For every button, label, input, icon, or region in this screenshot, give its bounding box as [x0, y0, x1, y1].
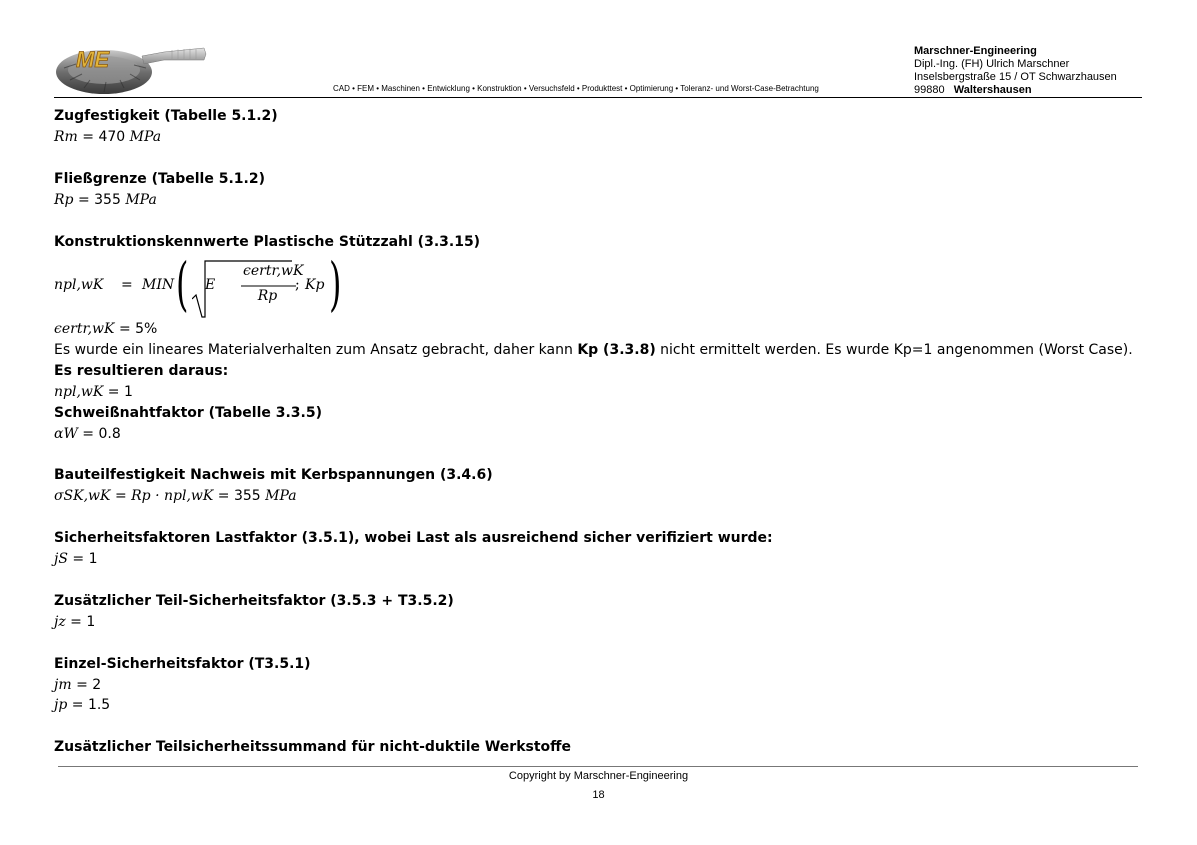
sk-line — [54, 488, 297, 504]
formula-min: MIN — [142, 277, 175, 293]
footer-copyright: Copyright by Marschner-Engineering — [508, 770, 689, 782]
js-value: = 1 — [67, 551, 98, 567]
material-note — [54, 342, 1133, 358]
formula-denominator: Rp — [257, 288, 278, 304]
rm-unit: MPa — [129, 129, 162, 145]
note-kp-ref: Kp (3.3.8) — [577, 342, 656, 358]
formula-right-paren: ) — [329, 250, 342, 318]
company-street: Inselsbergstraße 15 / OT Schwarzhausen — [914, 71, 1117, 83]
formula-numerator: ϵertr,wK — [243, 263, 304, 279]
heading-zugfestigkeit: Zugfestigkeit (Tabelle 5.1.2) — [54, 108, 278, 124]
eps-line — [54, 321, 157, 337]
eps-value: = 5% — [114, 321, 158, 337]
company-zip: 99880 — [914, 84, 945, 96]
company-city-line — [914, 84, 1117, 97]
note-text-2: nicht ermittelt werden. Es wurde Kp=1 angenommen (Worst Case). — [655, 342, 1133, 358]
heading-stuetzzahl: Konstruktionskennwerte Plastische Stützzahl (3.3.15) — [54, 234, 481, 250]
header-tagline: CAD • FEM • Maschinen • Entwicklung • Konstruktion • Versuchsfeld • Produkttest • Optimierung • Toleranz- und Worst-Case-Betrachtung — [333, 84, 819, 93]
aw-line — [54, 426, 121, 442]
npl-formula — [54, 250, 374, 327]
heading-teil-sicherheitsfaktor: Zusätzlicher Teil-Sicherheitsfaktor (3.5.3 + T3.5.2) — [54, 593, 454, 609]
company-name: Marschner-Engineering — [914, 45, 1037, 57]
heading-schweissnaht: Schweißnahtfaktor (Tabelle 3.3.5) — [54, 405, 322, 421]
rp-value: = 355 — [73, 192, 126, 208]
fraction-bar — [241, 285, 296, 287]
jm-value: = 2 — [71, 677, 102, 693]
rm-line — [54, 129, 161, 145]
jm-line — [54, 677, 101, 693]
formula-left-paren: ( — [176, 250, 189, 318]
heading-teilsicherheitssummand: Zusätzlicher Teilsicherheitssummand für nicht-duktile Werkstoffe — [54, 739, 571, 755]
sk-value: = 355 — [213, 488, 266, 504]
header-divider — [54, 97, 1142, 98]
npl-value: = 1 — [103, 384, 133, 400]
aw-value: = 0.8 — [77, 426, 121, 442]
aw-var: αW — [54, 426, 78, 442]
formula-lhs: npl,wK — [54, 277, 104, 293]
jp-line — [54, 697, 110, 713]
rp-unit: MPa — [125, 192, 157, 208]
jz-var: jz — [54, 614, 66, 630]
rp-var: Rp — [54, 192, 74, 208]
company-address-block — [914, 45, 1117, 97]
heading-fliessgrenze: Fließgrenze (Tabelle 5.1.2) — [54, 171, 265, 187]
footer-divider — [58, 766, 1138, 767]
js-var: jS — [54, 551, 68, 567]
jp-var: jp — [54, 697, 68, 713]
heading-bauteilfestigkeit: Bauteilfestigkeit Nachweis mit Kerbspannungen (3.4.6) — [54, 467, 493, 483]
heading-einzel-sicherheitsfaktor: Einzel-Sicherheitsfaktor (T3.5.1) — [54, 656, 311, 672]
js-line — [54, 551, 97, 567]
rp-line — [54, 192, 157, 208]
eps-var: ϵertr,wK — [54, 321, 115, 337]
page-number: 18 — [592, 789, 605, 801]
note-text-1: Es wurde ein lineares Materialverhalten zum Ansatz gebracht, daher kann — [54, 342, 578, 358]
formula-kp: Kp — [305, 277, 325, 293]
npl-line — [54, 384, 133, 400]
jm-var: jm — [54, 677, 72, 693]
sk-unit: MPa — [265, 488, 297, 504]
jz-line — [54, 614, 95, 630]
formula-equals: = — [121, 277, 133, 293]
rm-var: Rm — [54, 129, 78, 145]
company-city: Waltershausen — [953, 84, 1032, 96]
formula-semicolon: ; — [295, 277, 300, 293]
npl-var: npl,wK — [54, 384, 104, 400]
sk-expr: σSK,wK = Rp · npl,wK — [54, 488, 214, 504]
logo-text: ME — [76, 47, 109, 72]
heading-lastfaktor: Sicherheitsfaktoren Lastfaktor (3.5.1), wobei Last als ausreichend sicher verifiziert wurde: — [54, 530, 773, 546]
jp-value: = 1.5 — [67, 697, 111, 713]
company-logo — [54, 38, 210, 98]
jz-value: = 1 — [65, 614, 96, 630]
rm-value: = 470 — [77, 129, 130, 145]
heading-results: Es resultieren daraus: — [54, 363, 229, 379]
formula-e: E — [205, 277, 216, 293]
company-person: Dipl.-Ing. (FH) Ulrich Marschner — [914, 58, 1070, 70]
